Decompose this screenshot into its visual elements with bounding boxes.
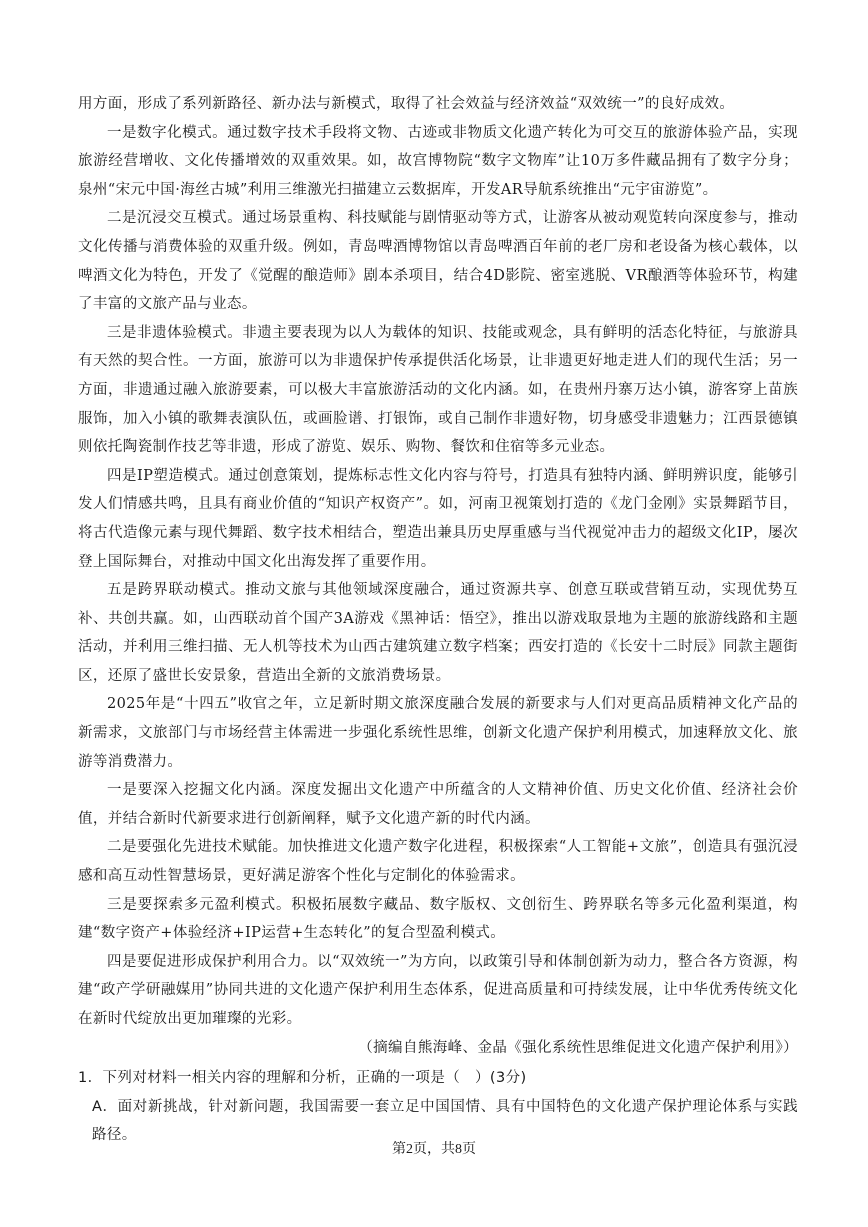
option-label: A． bbox=[92, 1098, 118, 1115]
option-text: 面对新挑战，针对新问题，我国需要一套立足中国国情、具有中国特色的文化遗产保护理论体系与实践路径。 bbox=[92, 1098, 798, 1144]
paragraph: 三是要探索多元盈利模式。积极拓展数字藏品、数字版权、文创衍生、跨界联名等多元化盈利渠道，构建“数字资产+体验经济+IP运营+生态转化”的复合型盈利模式。 bbox=[78, 896, 798, 942]
paragraph: 二是要强化先进技术赋能。加快推进文化遗产数字化进程，积极探索“人工智能+文旅”，创造具有强沉浸感和高互动性智慧场景，更好满足游客个性化与定制化的体验需求。 bbox=[78, 839, 798, 885]
source-citation: （摘编自熊海峰、金晶《强化系统性思维促进文化遗产保护利用》） bbox=[358, 1039, 798, 1056]
question-stem: 1．下列对材料一相关内容的理解和分析，正确的一项是（ ）(3分) bbox=[78, 1070, 527, 1087]
paragraph: 2025年是“十四五”收官之年，立足新时期文旅深度融合发展的新要求与人们对更高品质精神文化产品的新需求，文旅部门与市场经营主体需进一步强化系统性思维，创新文化遗产保护利用模式，加速释放文化、旅游等消费潜力。 bbox=[78, 696, 798, 770]
article-body bbox=[78, 90, 798, 1150]
paragraph: 三是非遗体验模式。非遗主要表现为以人为载体的知识、技能或观念，具有鲜明的活态化特征，与旅游具有天然的契合性。一方面，旅游可以为非遗保护传承提供活化场景，让非遗更好地走进人们的现代生活；另一方面，非遗通过融入旅游要素，可以极大丰富旅游活动的文化内涵。如，在贵州丹寨万达小镇，游客穿上苗族服饰，加入小镇的歌舞表演队伍，或画脸谱、打银饰，或自己制作非遗好物，切身感受非遗魅力；江西景德镇则依托陶瓷制作技艺等非遗，形成了游览、娱乐、购物、餐饮和住宿等多元业态。 bbox=[78, 324, 798, 456]
paragraph: 一是数字化模式。通过数字技术手段将文物、古迹或非物质文化遗产转化为可交互的旅游体验产品，实现旅游经营增收、文化传播增效的双重效果。如，故宫博物院“数字文物库”让10万多件藏品拥有了数字分身；泉州“宋元中国·海丝古城”利用三维激光扫描建立云数据库，开发AR导航系统推出“元宇宙游览”。 bbox=[78, 124, 798, 198]
paragraph: 五是跨界联动模式。推动文旅与其他领域深度融合，通过资源共享、创意互联或营销互动，实现优势互补、共创共赢。如，山西联动首个国产3A游戏《黑神话：悟空》，推出以游戏取景地为主题的旅游线路和主题活动，并利用三维扫描、无人机等技术为山西古建筑建立数字档案；西安打造的《长安十二时辰》同款主题街区，还原了盛世长安景象，营造出全新的文旅消费场景。 bbox=[78, 582, 798, 684]
paragraph: 四是要促进形成保护利用合力。以“双效统一”为方向，以政策引导和体制创新为动力，整合各方资源，构建“政产学研融媒用”协同共进的文化遗产保护利用生态体系，促进高质量和可持续发展，让中华优秀传统文化在新时代绽放出更加璀璨的光彩。 bbox=[78, 953, 798, 1027]
page-footer: 第2页，共8页 bbox=[392, 1142, 476, 1157]
paragraph: 用方面，形成了系列新路径、新办法与新模式，取得了社会效益与经济效益“双效统一”的良好成效。 bbox=[78, 96, 735, 112]
paragraph: 二是沉浸交互模式。通过场景重构、科技赋能与剧情驱动等方式，让游客从被动观览转向深度参与，推动文化传播与消费体验的双重升级。例如，青岛啤酒博物馆以青岛啤酒百年前的老厂房和老设备为核心载体，以啤酒文化为特色，开发了《觉醒的酿造师》剧本杀项目，结合4D影院、密室逃脱、VR酿酒等体验环节，构建了丰富的文旅产品与业态。 bbox=[78, 210, 798, 313]
paragraph: 一是要深入挖掘文化内涵。深度发掘出文化遗产中所蕴含的人文精神价值、历史文化价值、经济社会价值，并结合新时代新要求进行创新阐释，赋予文化遗产新的时代内涵。 bbox=[78, 782, 798, 827]
paragraph: 四是IP塑造模式。通过创意策划，提炼标志性文化内容与符号，打造具有独特内涵、鲜明辨识度，能够引发人们情感共鸣，且具有商业价值的“知识产权资产”。如，河南卫视策划打造的《龙门金刚》实景舞蹈节目，将古代造像元素与现代舞蹈、数字技术相结合，塑造出兼具历史厚重感与当代视觉冲击力的超级文化IP，屡次登上国际舞台，对推动中国文化出海发挥了重要作用。 bbox=[78, 467, 798, 570]
